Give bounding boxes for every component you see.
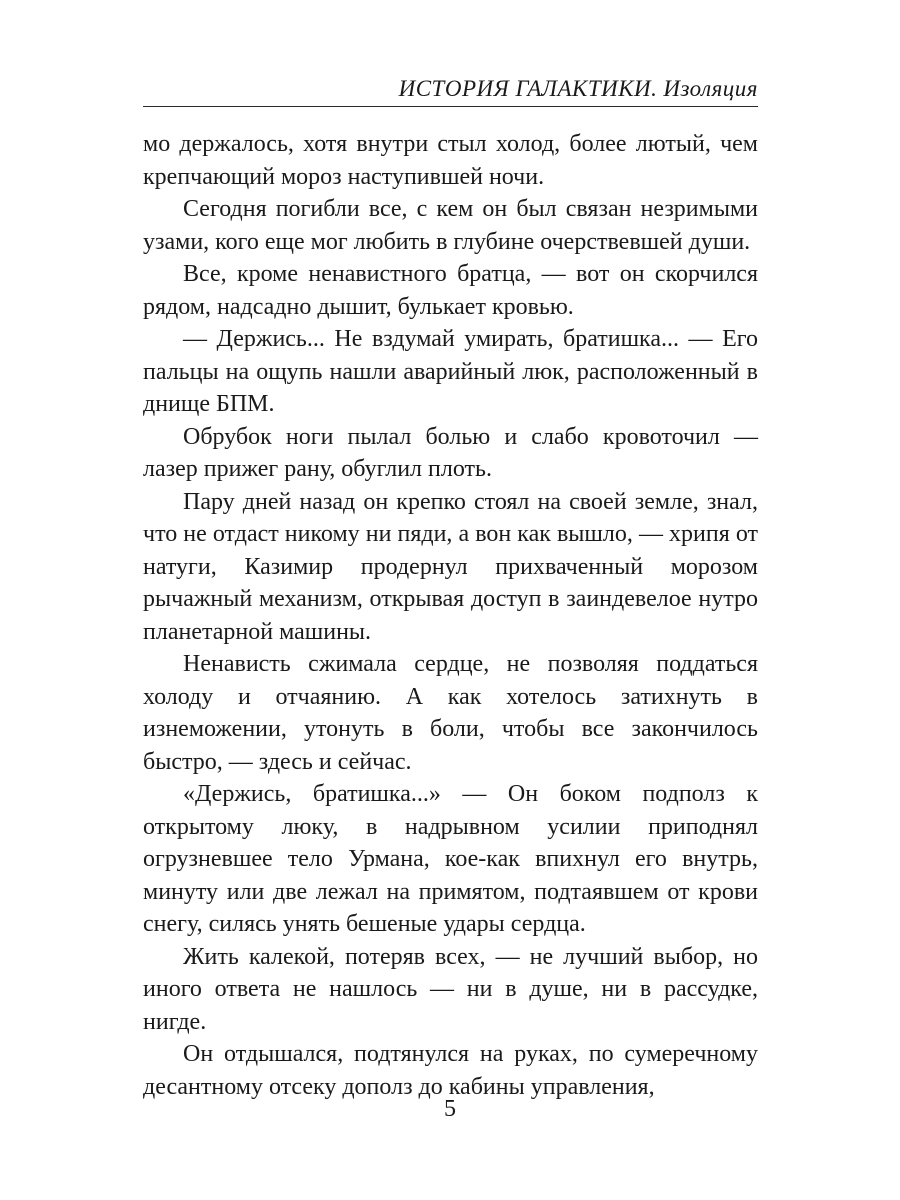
- paragraph: Все, кроме ненавистного братца, — вот он скорчился рядом, надсадно дышит, булькает кровью.: [143, 261, 758, 320]
- paragraph: Жить калекой, потеряв всех, — не лучший выбор, но иного ответа не нашлось — ни в душе, ни в рассудке, нигде.: [143, 943, 758, 1035]
- paragraph: мо держалось, хотя внутри стыл холод, более лютый, чем крепчающий мороз наступившей ночи.: [143, 131, 758, 190]
- running-head: [143, 72, 758, 107]
- paragraph: — Держись... Не вздумай умирать, братишка... — Его пальцы на ощупь нашли аварийный люк, расположенный в днище БПМ.: [143, 326, 758, 417]
- series-title: ИСТОРИЯ ГАЛАКТИКИ.: [398, 76, 658, 101]
- paragraph: Пару дней назад он крепко стоял на своей земле, знал, что не отдаст никому ни пяди, а вон как вышло, — хрипя от натуги, Казимир продернул прихваченный морозом рычажный механизм, открывая доступ в заиндевелое нутро планетарной машины.: [143, 488, 758, 645]
- paragraph: Ненависть сжимала сердце, не позволяя поддаться холоду и отчаянию. А как хотелось затихнуть в изнеможении, утонуть в боли, чтобы все закончилось быстро, — здесь и сейчас.: [143, 651, 758, 775]
- paragraph: «Держись, братишка...» — Он боком подполз к открытому люку, в надрывном усилии приподнял огрузневшее тело Урмана, кое-как впихнул его внутрь, минуту или две лежал на примятом, подтаявшем от крови снегу, силясь унять бешеные удары сердца.: [143, 781, 758, 937]
- page-number: 5: [444, 1096, 456, 1122]
- paragraph: Он отдышался, подтянулся на руках, по сумеречному десантному отсеку дополз до кабины управления,: [143, 1041, 758, 1100]
- body-text: [143, 128, 758, 1103]
- book-title: Изоляция: [663, 76, 758, 101]
- paragraph: Сегодня погибли все, с кем он был связан незримыми узами, кого еще мог любить в глубине очерствевшей души.: [143, 196, 758, 255]
- paragraph: Обрубок ноги пылал болью и слабо кровоточил — лазер прижег рану, обуглил плоть.: [143, 423, 758, 482]
